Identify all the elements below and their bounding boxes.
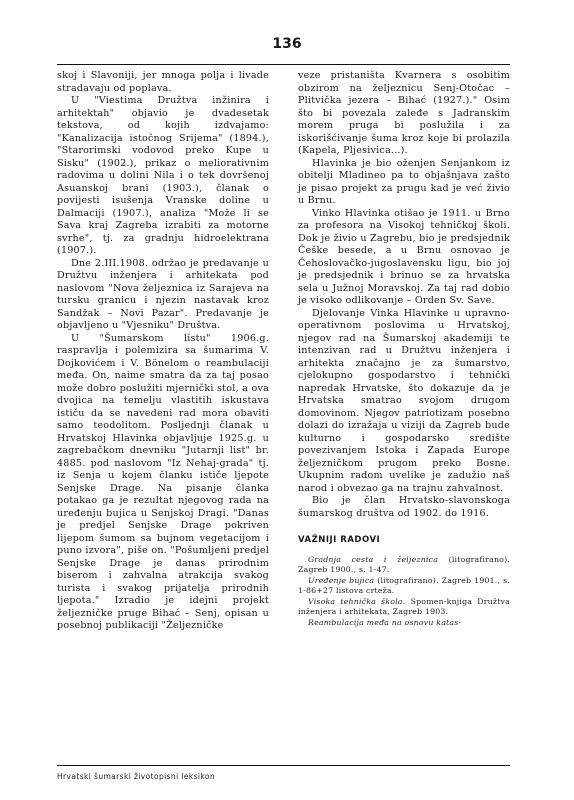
paragraph: Bio je član Hrvatsko-slavonskoga šumarskog društva od 1902. do 1916. [298,495,510,519]
footer-text: Hrvatski šumarski životopisni leksikon [57,772,215,781]
page-number: 136 [272,36,302,52]
section-title: VAŽNIJI RADOVI [298,535,381,545]
work-title: Gradnja cesta i željeznica [308,554,439,564]
paragraph: U "Viestima Družtva inžinira i arhitektah" objavio je dvadesetak tekstova, od kojih izdvajamo: "Kanalizacija istočnog Srijema" (1894.), "Starorimski vodovod preko Kupe u Sisku" (1902.), prikaz o meliorativnim radovima u dolini Nila i o tek dovršenoj Asuanskoj brani (1903.), članak o povijesti isušenja Vranske doline u Dalmaciji (1907.), analiza "Može li se Sava kraj Zagreba izrabiti za motorne svrhe", tj. za gradnju hidroelektrana (1907.). [57,95,269,256]
work-details: Spomen-knjiga Družtva inženjera i arhitekata, Zagreb 1903. [298,596,510,617]
work-title: Reambulacija međa na osnovu katas- [308,618,462,628]
paragraph: veze pristaništa Kvarnera s osobitim obzirom na željeznicu Senj-Otočac – Plitvička jezera – Bihać (1927.)." Osim što bi povezala zaleđe s Jadranskim morem pruga bi poslužila i za iskorišćivanje šuma kroz koje bi prolazila (Kapela, Pljesivica...). [298,70,510,156]
left-column [57,70,269,633]
works-list [298,555,510,629]
work-title: Visoka tehnička škola. [308,596,406,606]
work-details: (litografirano). Zagreb 1900., s. 1-47. [298,554,510,575]
footer-rule [57,765,510,766]
work-details: (litografirano). Zagreb 1901., s. 1-86+27 listova crteža. [298,575,510,596]
work-item [298,618,510,629]
work-title: Uređenje bujica [308,575,375,585]
paragraph: Hlavinka je bio oženjen Senjankom iz obitelji Mladineo pa to objašnjava zašto je pisao projekt za prugu kad je već živio u Brnu. [298,157,510,206]
work-item [298,576,510,597]
work-item [298,555,510,576]
paragraph: Dne 2.III.1908. održao je predavanje u Družtvu inženjera i arhitekata pod naslovom "Nova željeznica iz Sarajeva na tursku granicu i njezin nastavak kroz Sandžak – Novi Pazar". Predavanje je objavljeno u "Vjesniku" Društva. [57,257,269,331]
paragraph: U "Šumarskom listu" 1906.g. raspravlja i polemizira sa šumarima V. Dojkovićem i V. Bönelom o reambulaciji međa. On, naime smatra da za taj posao može dobro poslužiti mjernički stol, a ova dvojica na temelju vlastitih iskustava ističu da se navedeni rad mora obaviti samo teodolitom. Posljednji članak u Hrvatskoj Hlavinka objavljuje 1925.g. u zagrebačkom dnevniku "Jutarnji list" br. 4885. pod naslovom "Iz Nehaj-grada" tj. iz Senja u kojem članku ističe ljepote Senjske Drage. Na pisanje članka potakao ga je rezultat njegovog rada na uređenju bujica u Senjskoj Dragi. "Danas je predjel Senjske Drage pokriven lijepom šumom sa bujnom vegetacijom i puno izvora", piše on. "Pošumljeni predjel Senjske Drage je danas prirodnim biserom i zahvalna atrakcija svakog turista i svakog prijatelja prirodnih ljepota." Izradio je idejni projekt željezničke pruge Bihać – Senj, opisan u posebnoj publikaciji "Željezničke [57,332,269,631]
paragraph: skoj i Slavoniji, jer mnoga polja i livade stradavaju od poplava. [57,70,269,94]
paragraph: Vinko Hlavinka otišao je 1911. u Brno za profesora na Visokoj tehničkoj školi. Dok je živio u Zagrebu, bio je predsjednik Češke besede, a u Brnu osnovao je Čehoslovačko-jugoslavensku ligu, bio joj je predsjednik i brinuo se za hrvatska sela u Južnoj Moravskoj. Za taj rad dobio je visoko odlikovanje – Orden Sv. Save. [298,207,510,306]
header-rule [57,64,510,65]
paragraph: Djelovanje Vinka Hlavinke u upravno-operativnom poslovima u Hrvatskoj, njegov rad na Šumarskoj akademiji te intenzivan rad u Družtvu inženjera i arhitekta značajno je za šumarstvo, cjelokupno gospodarstvo i tehnički napredak Hrvatske, što dokazuje da je Hrvatska smatrao svojom drugom domovinom. Njegov patriotizam posebno dolazi do izražaja u viziji da Zagreb bude kulturno i gospodarsko središte povezivanjem Istoka i Zapada Europe željezničkom prugom preko Bosne. Ukupnim radom uvelike je zadužio naš narod i obvezao ga na trajnu zahvalnost. [298,307,510,494]
right-column [298,70,510,629]
work-item [298,597,510,618]
